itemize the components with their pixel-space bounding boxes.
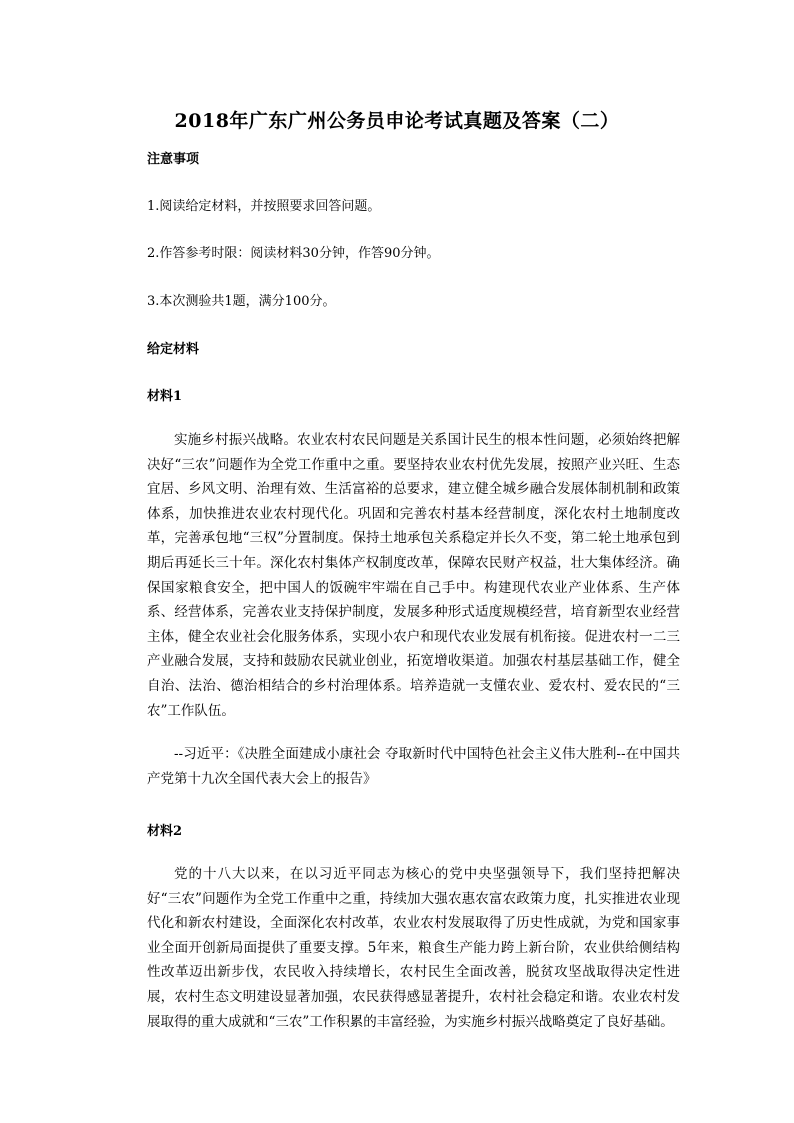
document-title: 2018年广东广州公务员申论考试真题及答案（二） (174, 110, 620, 132)
notice-heading: 注意事项 (147, 152, 200, 167)
material-1-paragraph: 实施乡村振兴战略。农业农村农民问题是关系国计民生的根本性问题，必须始终把解决好“三农”问题作为全党工作重中之重。要坚持农业农村优先发展，按照产业兴旺、生态宜居、乡风文明、治理有效、生活富裕的总要求，建立健全城乡融合发展体制机制和政策体系，加快推进农业农村现代化。巩固和完善农村基本经营制度，深化农村土地制度改革，完善承包地“三权”分置制度。保持土地承包关系稳定并长久不变，第二轮土地承包到期后再延长三十年。深化农村集体产权制度改革，保障农民财产权益，壮大集体经济。确保国家粮食安全，把中国人的饭碗牢牢端在自己手中。构建现代农业产业体系、生产体系、经营体系，完善农业支持保护制度，发展多种形式适度规模经营，培育新型农业经营主体，健全农业社会化服务体系，实现小农户和现代农业发展有机衔接。促进农村一二三产业融合发展，支持和鼓励农民就业创业，拓宽增收渠道。加强农村基层基础工作，健全自治、法治、德治相结合的乡村治理体系。培养造就一支懂农业、爱农村、爱农民的“三农”工作队伍。 (147, 432, 680, 719)
given-materials-heading: 给定材料 (147, 342, 200, 357)
material-2-heading: 材料2 (147, 824, 183, 839)
notice-item-3: 3.本次测验共1题，满分100分。 (147, 294, 336, 309)
notice-item-1: 1.阅读给定材料，并按照要求回答问题。 (147, 199, 381, 214)
material-2-paragraph: 党的十八大以来，在以习近平同志为核心的党中央坚强领导下，我们坚持把解决好“三农”问题作为全党工作重中之重，持续加大强农惠农富农政策力度，扎实推进农业现代化和新农村建设，全面深化农村改革，农业农村发展取得了历史性成就，为党和国家事业全面开创新局面提供了重要支撑。5年来，粮食生产能力跨上新台阶，农业供给侧结构性改革迈出新步伐，农民收入持续增长，农村民生全面改善，脱贫攻坚战取得决定性进展，农村生态文明建设显著加强，农民获得感显著提升，农村社会稳定和谐。农业农村发展取得的重大成就和“三农”工作积累的丰富经验，为实施乡村振兴战略奠定了良好基础。 (147, 866, 680, 1030)
material-1-source: --习近平：《决胜全面建成小康社会 夺取新时代中国特色社会主义伟大胜利--在中国共产党第十九次全国代表大会上的报告》 (147, 746, 680, 787)
notice-item-2: 2.作答参考时限：阅读材料30分钟，作答90分钟。 (147, 246, 440, 261)
material-1-heading: 材料1 (147, 389, 183, 404)
